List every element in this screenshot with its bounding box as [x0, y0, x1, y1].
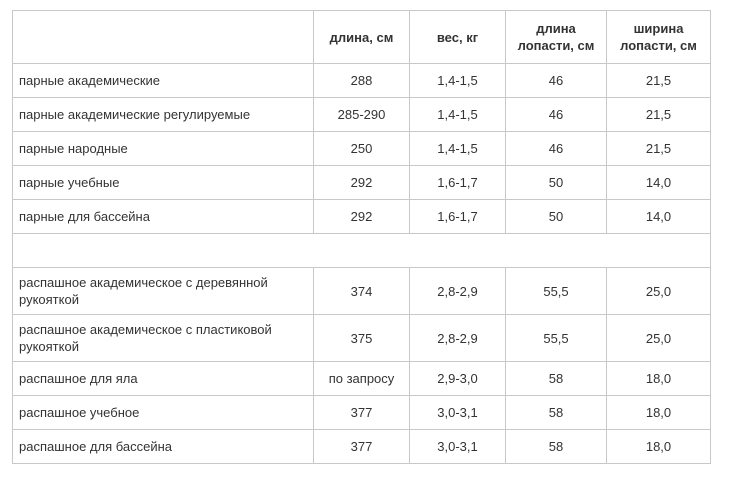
row-weight: 3,0-3,1	[410, 430, 506, 464]
row-blade-length: 55,5	[506, 268, 607, 315]
row-blade-width: 25,0	[607, 315, 711, 362]
row-name: парные народные	[13, 132, 314, 166]
row-name: парные учебные	[13, 166, 314, 200]
row-blade-width: 21,5	[607, 64, 711, 98]
row-blade-width: 14,0	[607, 200, 711, 234]
header-row	[13, 11, 711, 64]
table-row	[13, 98, 711, 132]
row-blade-length: 55,5	[506, 315, 607, 362]
table-row	[13, 132, 711, 166]
row-length: 292	[314, 200, 410, 234]
header-name	[13, 11, 314, 64]
table-row	[13, 268, 711, 315]
row-blade-width: 14,0	[607, 166, 711, 200]
row-blade-length: 46	[506, 64, 607, 98]
row-weight: 1,6-1,7	[410, 200, 506, 234]
row-blade-length: 58	[506, 362, 607, 396]
row-length: 377	[314, 430, 410, 464]
row-name: распашное для яла	[13, 362, 314, 396]
row-weight: 1,4-1,5	[410, 64, 506, 98]
row-blade-width: 18,0	[607, 430, 711, 464]
row-length: по запросу	[314, 362, 410, 396]
row-name: парные академические регулируемые	[13, 98, 314, 132]
row-name: распашное для бассейна	[13, 430, 314, 464]
row-blade-width: 21,5	[607, 132, 711, 166]
separator-cell	[13, 234, 711, 268]
table-row	[13, 396, 711, 430]
row-name: парные академические	[13, 64, 314, 98]
table-row	[13, 166, 711, 200]
row-name: парные для бассейна	[13, 200, 314, 234]
row-name: распашное академическое с пластиковой рукояткой	[13, 315, 314, 362]
table-row	[13, 315, 711, 362]
row-blade-length: 58	[506, 430, 607, 464]
row-length: 292	[314, 166, 410, 200]
row-length: 374	[314, 268, 410, 315]
table-row	[13, 200, 711, 234]
row-name: распашное учебное	[13, 396, 314, 430]
table-row	[13, 362, 711, 396]
row-name: распашное академическое с деревянной рукояткой	[13, 268, 314, 315]
row-blade-width: 18,0	[607, 396, 711, 430]
row-weight: 2,8-2,9	[410, 315, 506, 362]
row-length: 285-290	[314, 98, 410, 132]
row-length: 377	[314, 396, 410, 430]
header-blade-length: длина лопасти, см	[506, 11, 607, 64]
row-weight: 3,0-3,1	[410, 396, 506, 430]
row-blade-width: 18,0	[607, 362, 711, 396]
row-length: 250	[314, 132, 410, 166]
header-weight: вес, кг	[410, 11, 506, 64]
row-blade-width: 25,0	[607, 268, 711, 315]
row-blade-length: 46	[506, 98, 607, 132]
row-blade-length: 50	[506, 166, 607, 200]
specs-table	[12, 10, 711, 464]
row-blade-width: 21,5	[607, 98, 711, 132]
row-blade-length: 46	[506, 132, 607, 166]
row-weight: 1,4-1,5	[410, 132, 506, 166]
header-blade-width: ширина лопасти, см	[607, 11, 711, 64]
row-length: 288	[314, 64, 410, 98]
row-blade-length: 58	[506, 396, 607, 430]
row-weight: 1,6-1,7	[410, 166, 506, 200]
row-weight: 2,9-3,0	[410, 362, 506, 396]
table-row	[13, 430, 711, 464]
separator-row	[13, 234, 711, 268]
row-length: 375	[314, 315, 410, 362]
row-blade-length: 50	[506, 200, 607, 234]
row-weight: 1,4-1,5	[410, 98, 506, 132]
row-weight: 2,8-2,9	[410, 268, 506, 315]
header-length: длина, см	[314, 11, 410, 64]
table-row	[13, 64, 711, 98]
